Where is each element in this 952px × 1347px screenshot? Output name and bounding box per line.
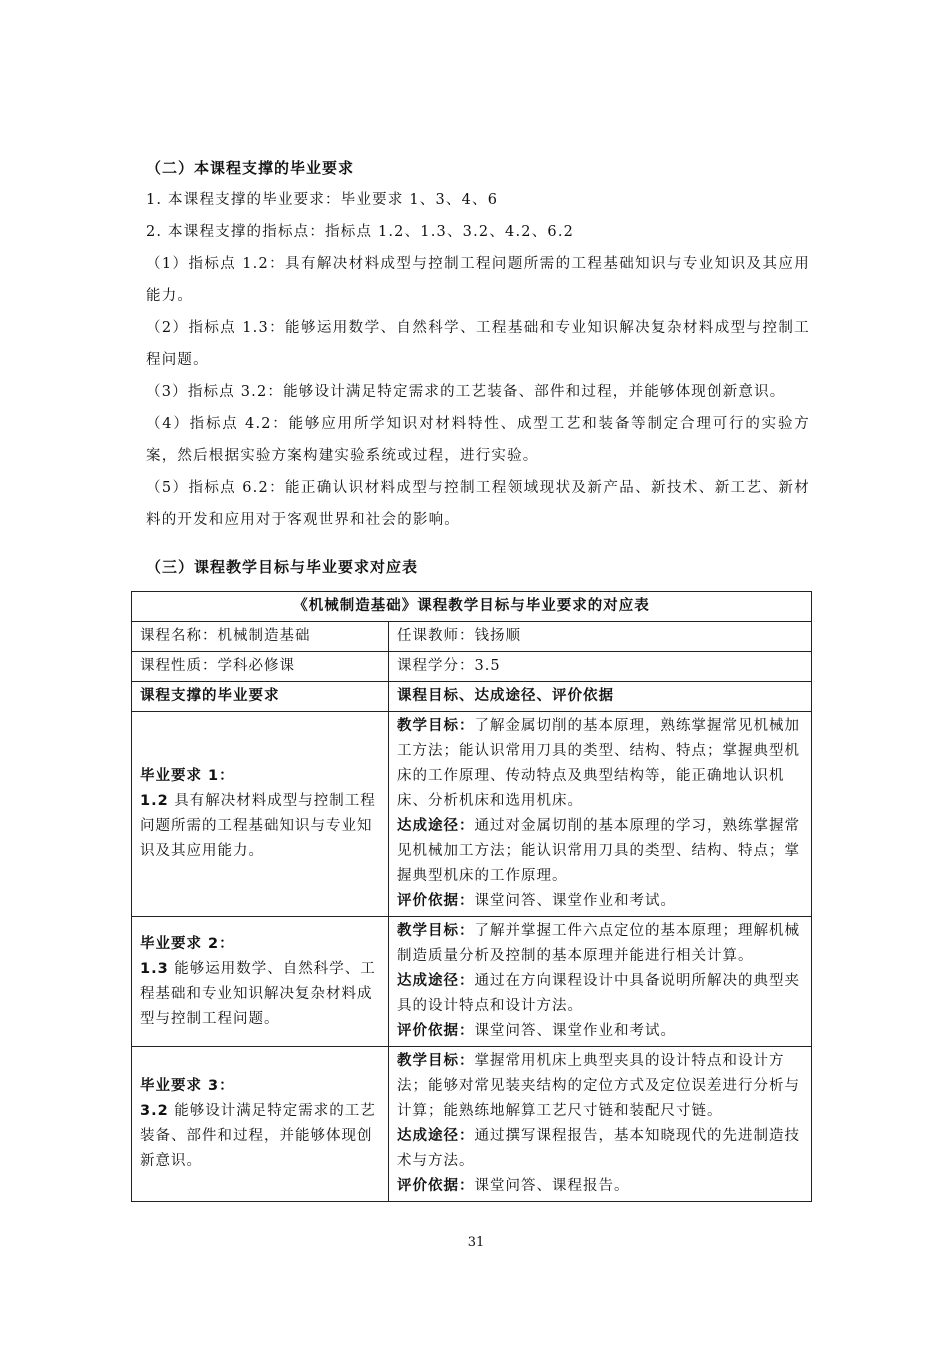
evaluation — [397, 1174, 803, 1199]
evaluation — [397, 889, 803, 914]
teaching-goal-text: 掌握常用机床上典型夹具的设计特点和设计方法；能够对常见装夹结构的定位方式及定位误差进行分析与计算；能熟练地解算工艺尺寸链和装配尺寸链。 — [397, 1053, 800, 1119]
teaching-goal — [397, 1049, 803, 1124]
teaching-goal-label: 教学目标： — [397, 718, 475, 734]
table-row — [132, 917, 812, 1047]
achieve-path-label: 达成途径： — [397, 973, 475, 989]
teaching-goal — [397, 919, 803, 969]
paragraph-req-list: 1. 本课程支撑的毕业要求：毕业要求 1、3、4、6 — [146, 192, 499, 208]
achieve-path-text: 通过在方向课程设计中具备说明所解决的典型夹具的设计特点和设计方法。 — [397, 973, 800, 1014]
table-row — [132, 622, 812, 652]
achieve-path-text: 通过对金属切削的基本原理的学习，熟练掌握常见机械加工方法；能认识常用刀具的类型、结构、特点；掌握典型机床的工作原理。 — [397, 818, 800, 884]
achieve-path — [397, 969, 803, 1019]
achieve-path — [397, 1124, 803, 1174]
requirement-title: 毕业要求 2： — [140, 935, 235, 952]
achieve-path — [397, 814, 803, 889]
evaluation-text: 课堂问答、课程报告。 — [474, 1178, 630, 1194]
table-row — [132, 712, 812, 917]
evaluation-label: 评价依据： — [397, 893, 475, 909]
course-nature-cell: 课程性质：学科必修课 — [132, 652, 389, 682]
course-name-cell: 课程名称：机械制造基础 — [132, 622, 389, 652]
requirement-detail — [140, 789, 380, 864]
section3-heading: （三）课程教学目标与毕业要求对应表 — [146, 558, 419, 576]
teaching-goal — [397, 714, 803, 814]
evaluation-label: 评价依据： — [397, 1178, 475, 1194]
requirement-title: 毕业要求 3： — [140, 1078, 235, 1094]
objective-cell — [389, 712, 812, 917]
paragraph-index-1-3: （2）指标点 1.3：能够运用数学、自然科学、工程基础和专业知识解决复杂材料成型与控制工程问题。 — [146, 320, 810, 368]
paragraph-index-4-2: （4）指标点 4.2：能够应用所学知识对材料特性、成型工艺和装备等制定合理可行的实验方案，然后根据实验方案构建实验系统或过程，进行实验。 — [146, 416, 810, 464]
objective-cell — [389, 917, 812, 1047]
table-row — [132, 1047, 812, 1202]
table-caption: 《机械制造基础》课程教学目标与毕业要求的对应表 — [132, 592, 812, 622]
teaching-goal-text: 了解并掌握工件六点定位的基本原理；理解机械制造质量分析及控制的基本原理并能进行相关计算。 — [397, 923, 800, 964]
requirement-desc: 能够设计满足特定需求的工艺装备、部件和过程，并能够体现创新意识。 — [140, 1103, 376, 1169]
requirement-cell — [132, 712, 389, 917]
table-caption-row — [132, 592, 812, 622]
table-row — [132, 652, 812, 682]
requirement-detail — [140, 957, 380, 1032]
requirement-point: 1.3 — [140, 960, 169, 977]
requirement-title: 毕业要求 1： — [140, 768, 235, 784]
evaluation-text: 课堂问答、课堂作业和考试。 — [474, 1023, 676, 1039]
requirement-desc: 能够运用数学、自然科学、工程基础和专业知识解决复杂材料成型与控制工程问题。 — [140, 960, 376, 1027]
evaluation-label: 评价依据： — [397, 1023, 475, 1039]
teaching-goal-label: 教学目标： — [397, 1053, 475, 1069]
paragraph-index-3-2: （3）指标点 3.2：能够设计满足特定需求的工艺装备、部件和过程，并能够体现创新意识。 — [146, 384, 786, 400]
column-header-right: 课程目标、达成途径、评价依据 — [389, 682, 812, 712]
teacher-cell: 任课教师：钱扬顺 — [389, 622, 812, 652]
objective-cell — [389, 1047, 812, 1202]
evaluation-text: 课堂问答、课堂作业和考试。 — [474, 893, 676, 909]
column-header-left: 课程支撑的毕业要求 — [132, 682, 389, 712]
teaching-goal-label: 教学目标： — [397, 923, 475, 939]
evaluation — [397, 1019, 803, 1044]
table-header-row — [132, 682, 812, 712]
requirement-desc: 具有解决材料成型与控制工程问题所需的工程基础知识与专业知识及其应用能力。 — [140, 793, 376, 859]
paragraph-index-list: 2. 本课程支撑的指标点：指标点 1.2、1.3、3.2、4.2、6.2 — [146, 224, 575, 240]
page-number: 31 — [467, 1235, 485, 1250]
teaching-goal-text: 了解金属切削的基本原理，熟练掌握常见机械加工方法；能认识常用刀具的类型、结构、特点；掌握典型机床的工作原理、传动特点及典型结构等，能正确地认识机床、分析机床和选用机床。 — [397, 718, 800, 809]
paragraph-index-1-2: （1）指标点 1.2：具有解决材料成型与控制工程问题所需的工程基础知识与专业知识及其应用能力。 — [146, 256, 810, 304]
requirement-point: 3.2 — [140, 1103, 169, 1119]
paragraph-index-6-2: （5）指标点 6.2：能正确认识材料成型与控制工程领域现状及新产品、新技术、新工艺、新材料的开发和应用对于客观世界和社会的影响。 — [146, 480, 810, 528]
mapping-table — [131, 591, 812, 1202]
achieve-path-text: 通过撰写课程报告，基本知晓现代的先进制造技术与方法。 — [397, 1128, 800, 1169]
achieve-path-label: 达成途径： — [397, 1128, 475, 1144]
requirement-point: 1.2 — [140, 793, 169, 809]
achieve-path-label: 达成途径： — [397, 818, 475, 834]
course-credits-cell: 课程学分：3.5 — [389, 652, 812, 682]
requirement-cell — [132, 1047, 389, 1202]
requirement-cell — [132, 917, 389, 1047]
section2-heading: （二）本课程支撑的毕业要求 — [146, 159, 355, 177]
requirement-detail — [140, 1099, 380, 1174]
